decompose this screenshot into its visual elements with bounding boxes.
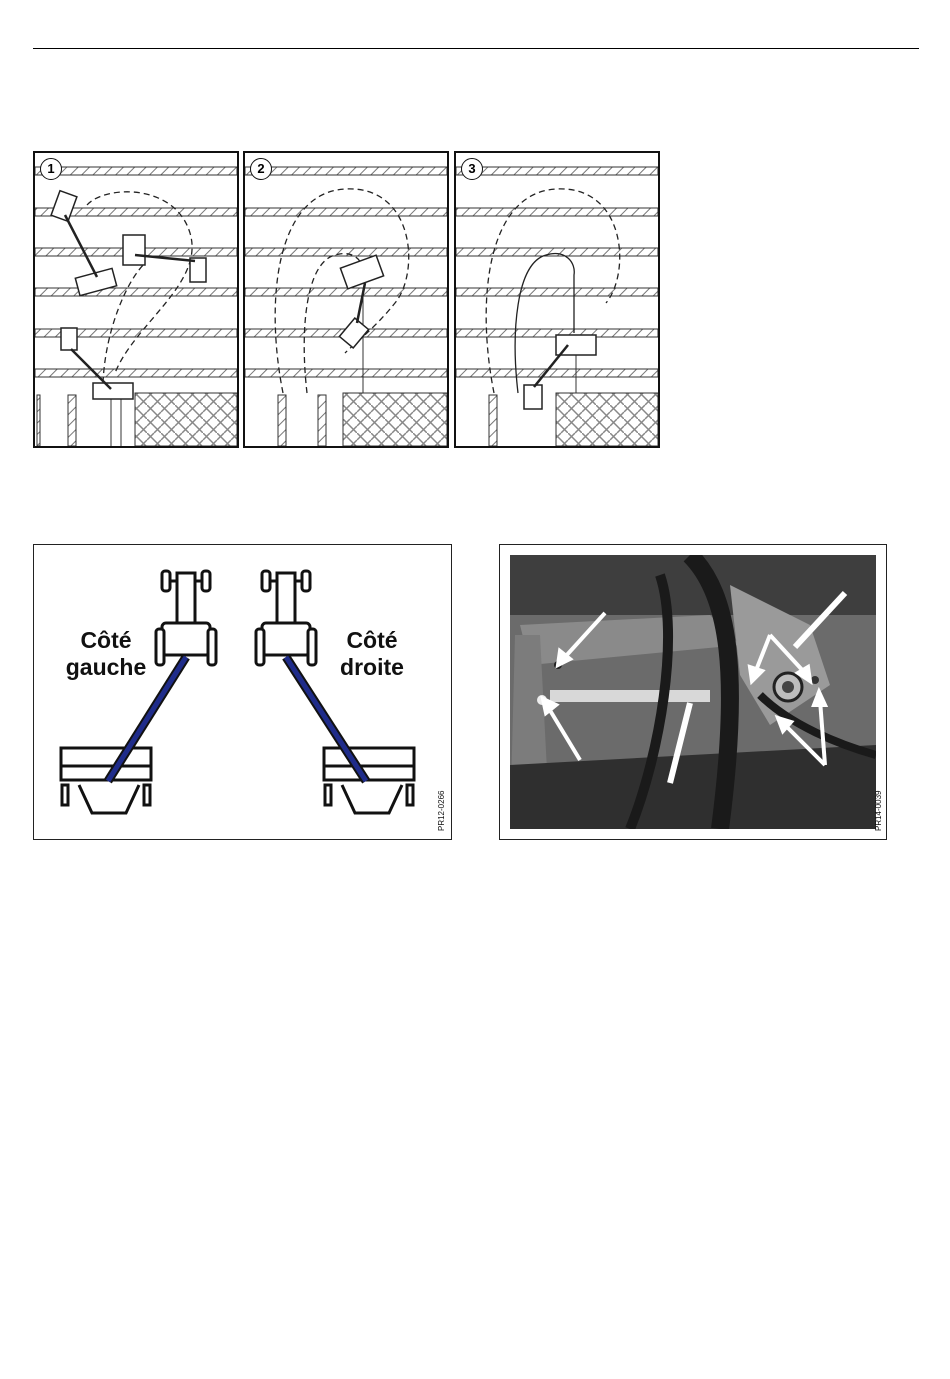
turning-step-panel-3 xyxy=(454,151,660,448)
turning-step-panel-2 xyxy=(243,151,449,448)
right-implement-icon xyxy=(324,748,414,813)
step-number-badge: 3 xyxy=(461,158,483,180)
turning-step-drawing-2 xyxy=(245,153,447,446)
right-tractor-icon xyxy=(256,571,316,665)
figure-code: PR14-0039 xyxy=(874,790,883,831)
turning-step-panel-1 xyxy=(33,151,239,448)
turning-step-drawing-1 xyxy=(35,153,237,446)
step-number-badge: 2 xyxy=(250,158,272,180)
hitch-photo xyxy=(510,555,876,829)
figure-code: PR12-0266 xyxy=(437,790,446,831)
step-number-badge: 1 xyxy=(40,158,62,180)
header-rule xyxy=(33,48,919,49)
left-side-label: Côté gauche xyxy=(65,627,147,680)
left-implement-icon xyxy=(61,748,151,813)
left-tractor-icon xyxy=(156,571,216,665)
hitch-side-drawing xyxy=(34,545,451,839)
hitch-side-figure xyxy=(33,544,452,840)
turning-step-drawing-3 xyxy=(456,153,658,446)
right-side-label: Côté droite xyxy=(340,627,404,680)
hitch-photo-figure xyxy=(499,544,887,840)
